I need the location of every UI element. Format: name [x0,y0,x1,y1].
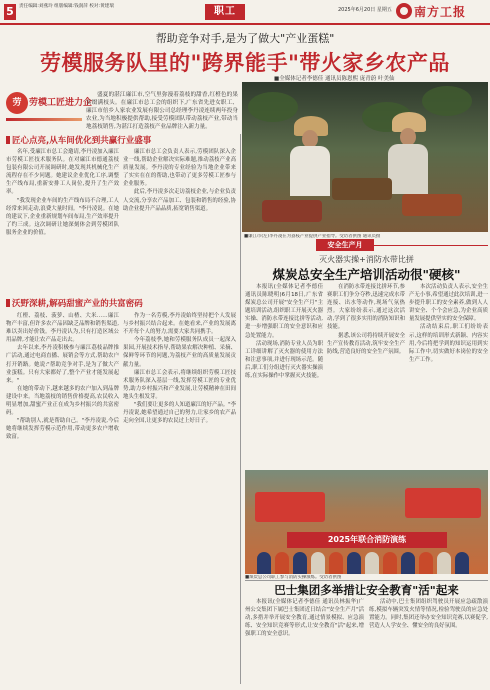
paragraph: 名年,受廉江市总工会邀请,李丹凌加入廉江市劳模工匠技术服务队。在对廉江市德通荔枝包装有限公司开展调研时,她发现其机械化生产流程存在不少问题。她建议企业优化工序,调整生产线布局,重新安排工人岗位,提升了生产效率。 [6,149,119,196]
main-kicker: 帮助竞争对手,是为了做大"产业蛋糕" [155,32,335,45]
paragraph: 廉江市总工会表示,将继续组织劳模工匠技术服务队深入基层一线,发挥劳模工匠的专业优势,助力乡村振兴和产业发展,让劳模精神在田间地头生根发芽。 [123,369,236,400]
brand-name: 南方工报 [414,4,467,19]
section-tag: 职工 [205,4,245,20]
column-logo-icon: 劳 [6,92,28,114]
safety-headline: 煤炭总安全生产培训活动很"硬核" [272,267,461,282]
page-header [0,0,490,26]
paragraph: "我发现企业车间的生产线布局不合理,工人经常来回走动,浪费大量时间。"李丹凌说。在她的建议下,企业重新规划车间布局,生产效率提升了约三成。这次调研让她深刻体会到劳模团队服务企业的价值。 [6,197,119,236]
issue-date: 2025年6月20日 星期五 [338,7,392,13]
paragraph: 本报讯(全媒体记者李德佳 通讯员林振华)广州公交集团下属巴士集团近日结合"安全生产月"活动,多措并举开展安全教育,通过情景模拟、应急演练、安全知识竞赛等形式,让安全教育"活"起来,增强职工的安全意识。 [245,599,364,638]
main-byline: ■全媒体记者李德佳 通讯员陈恩熙 庞青蔚 叶美仙 [274,76,395,82]
main-headline: 劳模服务队里的"跨界能手"带火家乡农产品 [40,50,450,75]
section-heading-2 [6,297,236,309]
column-logo [6,88,93,132]
paragraph: 本报讯(全媒体记者李德佳 通讯员陈晓明)6月18日,广东省煤炭总公司开展"安全生产月"主题培训活动,组织职工开展灭火器实操、消防水带连接比拼等活动,进一步增强职工的安全意识和应急处置能力。 [245,284,323,339]
paragraph: 廉江市总工会负责人表示,劳模团队深入企业一线,帮助企业解决实际难题,推动荔枝产业高质量发展。李丹凌的专业经验为当地企业带来了实实在在的帮助,也带动了更多劳模工匠参与企业服务。 [123,149,236,188]
brand-logo-icon [396,3,412,19]
bus-col-a [245,598,364,686]
main-photo-caption: ■廉江市(左)李丹凌在为荔枝产业提供产业指导。受访者供图 通讯员摄 [244,234,381,239]
paragraph: "帮助别人,就是帮助自己。"李丹凌说,今后她将继续发挥劳模示范作用,带动更多农户增收致富。 [6,418,119,441]
left-col-1a [6,148,119,293]
paragraph: 活动结束后,职工们纷纷表示,这样的培训形式新颖、内容实用,今后将把学到的知识运用到实际工作中,切实做好本岗位的安全生产工作。 [409,324,488,363]
paragraph: 今年荔枝季,她和劳模服务队成员一起深入果园,开展技术指导,帮助果农解决种植、采摘、保鲜等环节的问题,为荔枝产业的高质量发展贡献力量。 [123,337,236,368]
column-divider [240,134,241,684]
safety-kicker: 灭火器实操+消防水带比拼 [319,255,414,264]
drill-photo [245,470,488,574]
section-heading-1 [6,134,236,146]
paragraph: 作为一名劳模,李丹凌始终坚持把个人发展与乡村振兴结合起来。在她看来,产业的发展离不开每个人的努力,需要大家共同携手。 [123,313,236,336]
header-rule [0,23,490,25]
right-col-b [327,283,405,467]
paragraph: "我们要让更多的人知道廉江的好产品。"李丹凌说,她希望通过自己的努力,让家乡的农产品走向全国,让更多的农民过上好日子。 [123,402,236,425]
paragraph: 在消防水带连接比拼环节,参赛职工们争分夺秒,迅速完成水带连接、出水等动作,现场气氛热烈。大家纷纷表示,通过这次活动,学到了很多实用的消防知识和技能。 [327,284,405,331]
drill-banner: 2025年联合消防演练 [287,532,447,548]
editor-info: 责任编辑:刘燕玲 组版编辑:钱润萍 校对:黄建瑞 [19,4,114,9]
page-number: 5 [4,4,16,20]
paragraph: 此后,李丹凌多次走访荔枝企业,与企业负责人交流,分享农产品加工、包装和销售的经验,协助企业提升产品品质,拓宽销售渠道。 [123,189,236,212]
paragraph: 活动现场,消防专业人员为职工详细讲解了灭火器的使用方法和注意事项,并进行现场示范。随后,职工们分组进行灭火器实操演练,在实际操作中掌握灭火技能。 [245,340,323,380]
right-col-c [409,283,488,467]
paragraph: 活动中,巴士集团组织驾驶员开展应急疏散演练,模拟车辆突发火情等情况,检验驾驶员的应急处置能力。同时,集团还举办安全知识竞赛,以赛促学,营造人人学安全、懂安全的良好氛围。 [369,599,488,630]
left-col-2a [6,312,119,684]
paragraph: 去年以来,李丹凌积极参与廉江荔枝品牌推广活动,通过电商直播、展销会等方式,帮助农户打开销路。她说:"帮助竞争对手,是为了做大产业蛋糕。只有大家都好了,整个产业才能发展起来。" [6,345,119,384]
main-intro: 盛夏的湛江廉江市,空气里弥漫着荔枝的甜香,红橙色的果实缀满枝头。在廉江市总工会的组织下,广东省先进女职工、廉江市倍乡人家农业发展有限公司总经理李丹凌连续两年投身农业,为当地积极提供帮助,接受劳模团队带动荔枝产业,带动当地荔枝销售,为湛江打造荔枝产业品牌注入新力量。 [86,92,238,131]
bus-headline: 巴士集团多举措让安全教育"活"起来 [274,583,459,597]
section-title-2: 沃野深耕,解码甜蜜产业的共富密码 [12,299,143,309]
brand [396,2,466,20]
section-title-1: 匠心点亮,从车间优化到共赢行业盛事 [12,136,152,146]
column-logo-text: 劳模工匠进力企 [29,98,93,108]
column-logo-stripe [6,118,82,121]
left-col-1b [123,148,236,293]
right-col-a [245,283,323,467]
drill-photo-caption: ■煤炭总公司职工参与消防实操演练。受访者供图 [245,575,342,580]
left-col-2b [123,312,236,684]
article-divider [245,580,488,581]
safety-month-tag: 安全生产月 [316,239,374,251]
bus-col-b [369,598,488,686]
main-photo [242,82,488,232]
paragraph: 本次活动负责人表示,安全生产无小事,希望通过此次培训,进一步提升职工的安全素养,做到人人讲安全、个个会应急,为企业高质量发展提供坚实的安全保障。 [409,284,488,323]
paragraph: 红橙、荔枝、菠萝、山楂、大米……廉江物产丰富,但许多农产品因缺乏品牌和销售渠道,难以卖出好价钱。李丹凌认为,只有打造区域公用品牌,才能让农产品走出去。 [6,313,119,344]
paragraph: 据悉,该公司将持续开展安全生产宣传教育活动,筑牢安全生产防线,营造良好的安全生产氛围。 [327,332,405,355]
paragraph: 在她的带动下,越来越多的农户加入到品牌建设中来。当地荔枝的销售价格提高,农民收入明显增加,甜蜜产业正在成为乡村振兴的共富密码。 [6,385,119,417]
safety-tag-rule [374,245,488,246]
